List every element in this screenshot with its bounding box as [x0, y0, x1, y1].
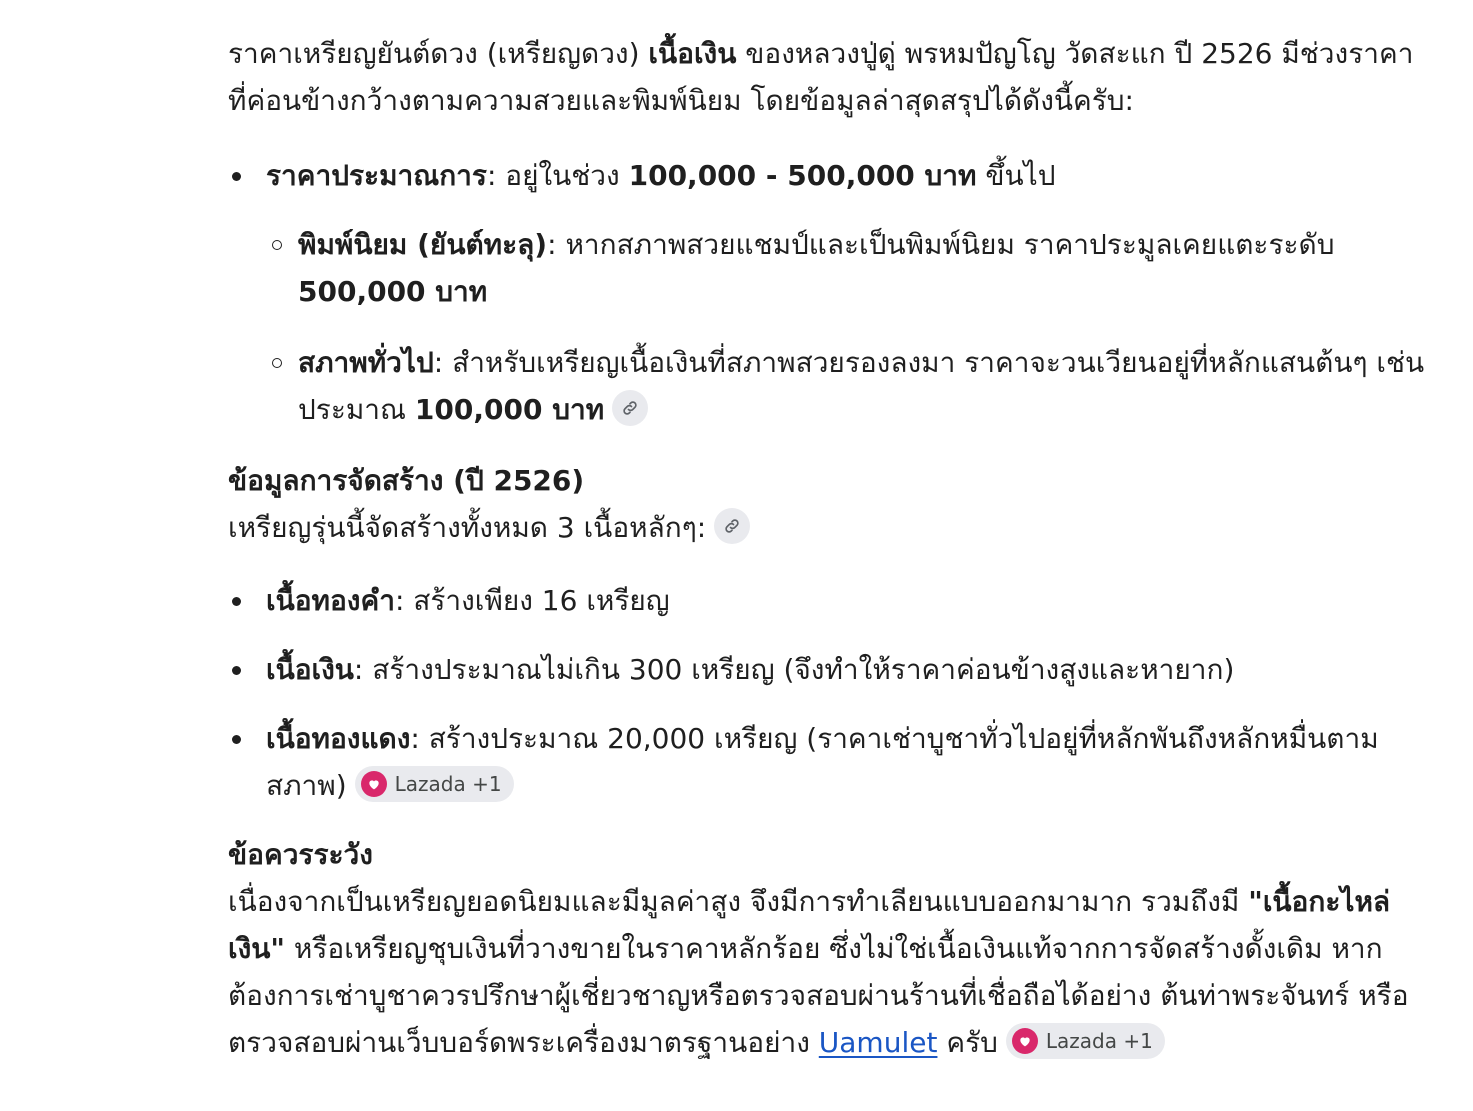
- price-estimate-label: ราคาประมาณการ: [266, 159, 487, 192]
- price-sub-text: : สำหรับเหรียญเนื้อเงินที่สภาพสวยรองลงมา ราคาจะวนเวียนอยู่ที่หลักแสนต้นๆ เช่น ประมาณ: [298, 346, 1425, 426]
- warning-section: [228, 831, 1428, 1066]
- link-icon: [621, 399, 639, 417]
- warning-text-2: หรือเหรียญชุบเงินที่วางขายในราคาหลักร้อย ซึ่งไม่ใช่เนื้อเงินแท้จากการจัดสร้างดั้งเดิม หากต้องการเช่าบูชาควรปรึกษาผู้เชี่ยวชาญหรือตรวจสอบผ่านร้านที่เชื่อถือได้อย่าง ต้นท่าพระจันทร์ หรือตรวจสอบผ่านเว็บบอร์ดพระเครื่องมาตรฐานอย่าง: [228, 932, 1409, 1059]
- source-chip-lazada[interactable]: [355, 766, 514, 802]
- creation-intro-text: เหรียญรุ่นนี้จัดสร้างทั้งหมด 3 เนื้อหลักๆ:: [228, 511, 707, 544]
- material-list: [228, 577, 1428, 809]
- price-sub-label: พิมพ์นิยม (ยันต์ทะลุ): [298, 228, 548, 261]
- warning-text-1: เนื่องจากเป็นเหรียญยอดนิยมและมีมูลค่าสูง จึงมีการทำเลียนแบบออกมามาก รวมถึงมี: [228, 885, 1249, 918]
- price-sub-item-popular: [266, 221, 1428, 315]
- material-item-copper: [228, 715, 1428, 809]
- creation-heading-text: ข้อมูลการจัดสร้าง (ปี 2526): [228, 464, 585, 497]
- material-item-silver: [228, 646, 1428, 693]
- price-sub-text: : หากสภาพสวยแชมป์และเป็นพิมพ์นิยม ราคาประมูลเคยแตะระดับ: [547, 228, 1335, 261]
- uamulet-link[interactable]: Uamulet: [818, 1026, 938, 1059]
- intro-paragraph: [228, 30, 1428, 124]
- price-sub-label: สภาพทั่วไป: [298, 346, 434, 379]
- material-item-gold: [228, 577, 1428, 624]
- citation-link-button[interactable]: [612, 390, 648, 426]
- source-chip-lazada[interactable]: [1006, 1023, 1165, 1059]
- warning-text-3: ครับ: [937, 1026, 998, 1059]
- source-chip-label: Lazada +1: [1045, 1029, 1153, 1053]
- link-icon: [723, 517, 741, 535]
- material-label: เนื้อทองคำ: [266, 584, 395, 617]
- price-estimate-item: [228, 152, 1428, 433]
- price-sub-item-general: [266, 339, 1428, 433]
- source-chip-label: Lazada +1: [394, 772, 502, 796]
- price-sub-value: 100,000 บาท: [414, 393, 605, 426]
- price-estimate-text-1: : อยู่ในช่วง: [486, 159, 629, 192]
- material-text: : สร้างประมาณไม่เกิน 300 เหรียญ (จึงทำให้ราคาค่อนข้างสูงและหายาก): [353, 653, 1235, 686]
- citation-link-button[interactable]: [714, 508, 750, 544]
- material-text: : สร้างเพียง 16 เหรียญ: [394, 584, 670, 617]
- price-sub-list: [266, 221, 1428, 433]
- warning-bold-plated: "เนื้อกะไหล่เงิน": [228, 885, 1391, 965]
- price-estimate-text-2: ขึ้นไป: [976, 159, 1056, 192]
- warning-heading-text: ข้อควรระวัง: [228, 838, 373, 871]
- price-estimate-range: 100,000 - 500,000 บาท: [628, 159, 977, 192]
- material-text: : สร้างประมาณ 20,000 เหรียญ (ราคาเช่าบูชาทั่วไปอยู่ที่หลักพันถึงหลักหมื่นตามสภาพ): [266, 722, 1379, 802]
- lazada-logo-icon: [361, 771, 387, 797]
- creation-section: [228, 457, 1428, 551]
- intro-bold-silver: เนื้อเงิน: [648, 37, 737, 70]
- intro-text-1: ราคาเหรียญยันต์ดวง (เหรียญดวง): [228, 37, 649, 70]
- lazada-logo-icon: [1012, 1028, 1038, 1054]
- warning-paragraph: [228, 878, 1428, 1066]
- creation-heading: [228, 457, 1428, 504]
- price-list: [228, 152, 1428, 433]
- warning-heading: [228, 831, 1428, 878]
- material-label: เนื้อเงิน: [266, 653, 354, 686]
- price-sub-value: 500,000 บาท: [298, 275, 488, 308]
- creation-intro: [228, 504, 1428, 551]
- intro-text-2: ของหลวงปู่ดู่ พรหมปัญโญ วัดสะแก ปี 2526 มีช่วงราคาที่ค่อนข้างกว้างตามความสวยและพิมพ์นิยม โดยข้อมูลล่าสุดสรุปได้ดังนี้ครับ:: [228, 37, 1414, 117]
- material-label: เนื้อทองแดง: [266, 722, 411, 755]
- response-content: [228, 30, 1428, 1066]
